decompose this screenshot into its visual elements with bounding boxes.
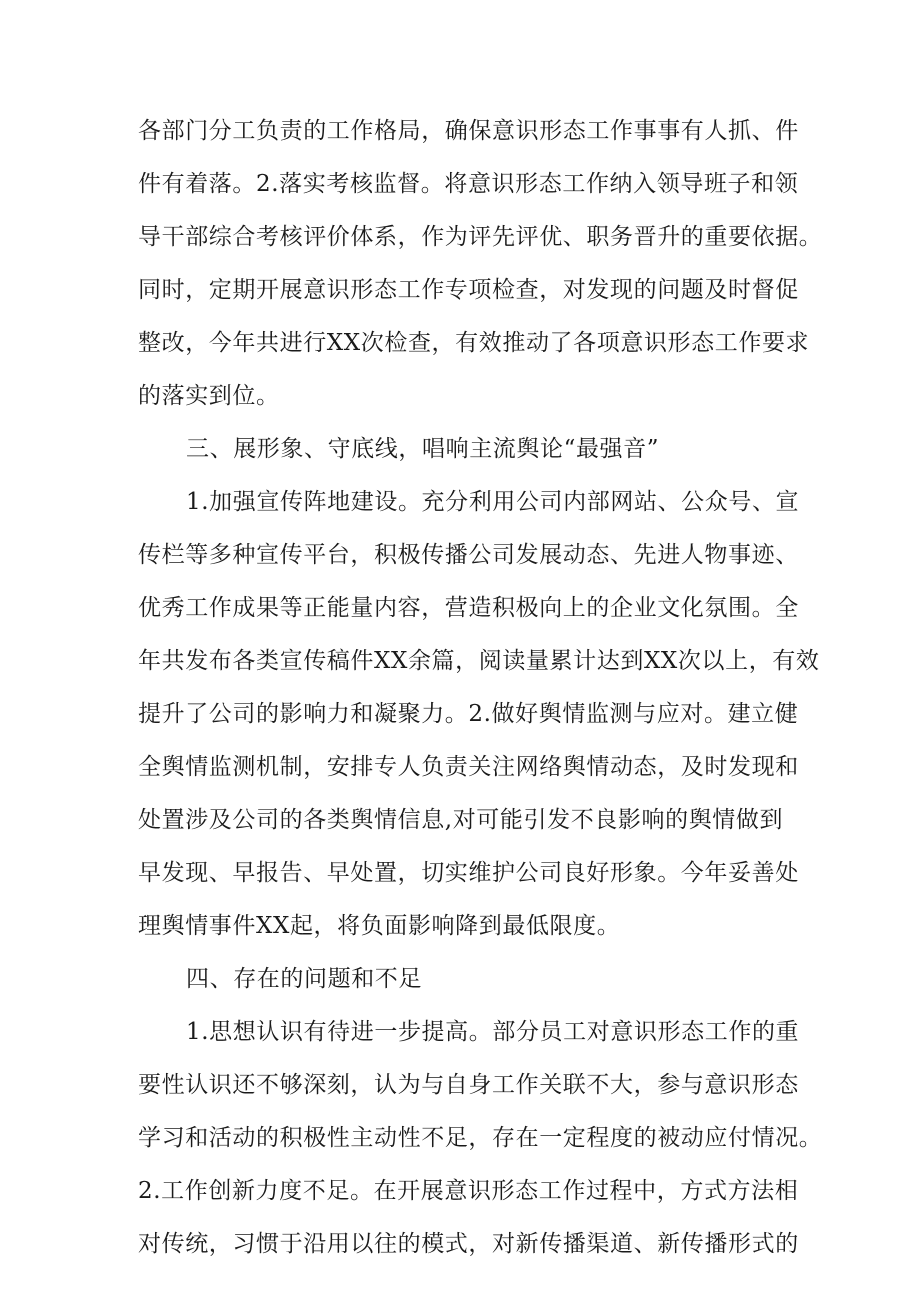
text-line: 要性认识还不够深刻，认为与自身工作关联不大，参与意识形态 (138, 1072, 799, 1098)
text-line: 优秀工作成果等正能量内容，营造积极向上的企业文化氛围。全 (138, 595, 799, 621)
text-line: 提升了公司的影响力和凝聚力。2.做好舆情监测与应对。建立健 (138, 701, 799, 727)
text-line: 理舆情事件XX起，将负面影响降到最低限度。 (138, 913, 621, 939)
text-line: 全舆情监测机制，安排专人负责关注网络舆情动态，及时发现和 (138, 754, 799, 780)
text-line: 各部门分工负责的工作格局，确保意识形态工作事事有人抓、件 (138, 118, 799, 144)
text-line: 导干部综合考核评价体系，作为评先评优、职务晋升的重要依据。 (138, 224, 823, 250)
section-heading: 四、存在的问题和不足 (186, 966, 422, 992)
text-line: 传栏等多种宣传平台，积极传播公司发展动态、先进人物事迹、 (138, 542, 799, 568)
text-line: 学习和活动的积极性主动性不足，存在一定程度的被动应付情况。 (138, 1125, 823, 1151)
text-line: 的落实到位。 (138, 383, 280, 409)
section-heading: 三、展形象、守底线，唱响主流舆论“最强音” (186, 436, 660, 462)
text-line: 对传统，习惯于沿用以往的模式，对新传播渠道、新传播形式的 (138, 1231, 799, 1257)
text-line: 早发现、早报告、早处置，切实维护公司良好形象。今年妥善处 (138, 860, 799, 886)
text-line: 2.工作创新力度不足。在开展意识形态工作过程中，方式方法相 (138, 1178, 799, 1204)
text-line: 件有着落。2.落实考核监督。将意识形态工作纳入领导班子和领 (138, 171, 799, 197)
text-line: 1.加强宣传阵地建设。充分利用公司内部网站、公众号、宣 (186, 489, 800, 515)
text-line: 处置涉及公司的各类舆情信息,对可能引发不良影响的舆情做到 (138, 807, 784, 833)
text-line: 年共发布各类宣传稿件XX余篇，阅读量累计达到XX次以上，有效 (138, 648, 820, 674)
text-line: 1.思想认识有待进一步提高。部分员工对意识形态工作的重 (186, 1019, 800, 1045)
text-line: 整改，今年共进行XX次检查，有效推动了各项意识形态工作要求 (138, 330, 810, 356)
text-line: 同时，定期开展意识形态工作专项检查，对发现的问题及时督促 (138, 277, 799, 303)
